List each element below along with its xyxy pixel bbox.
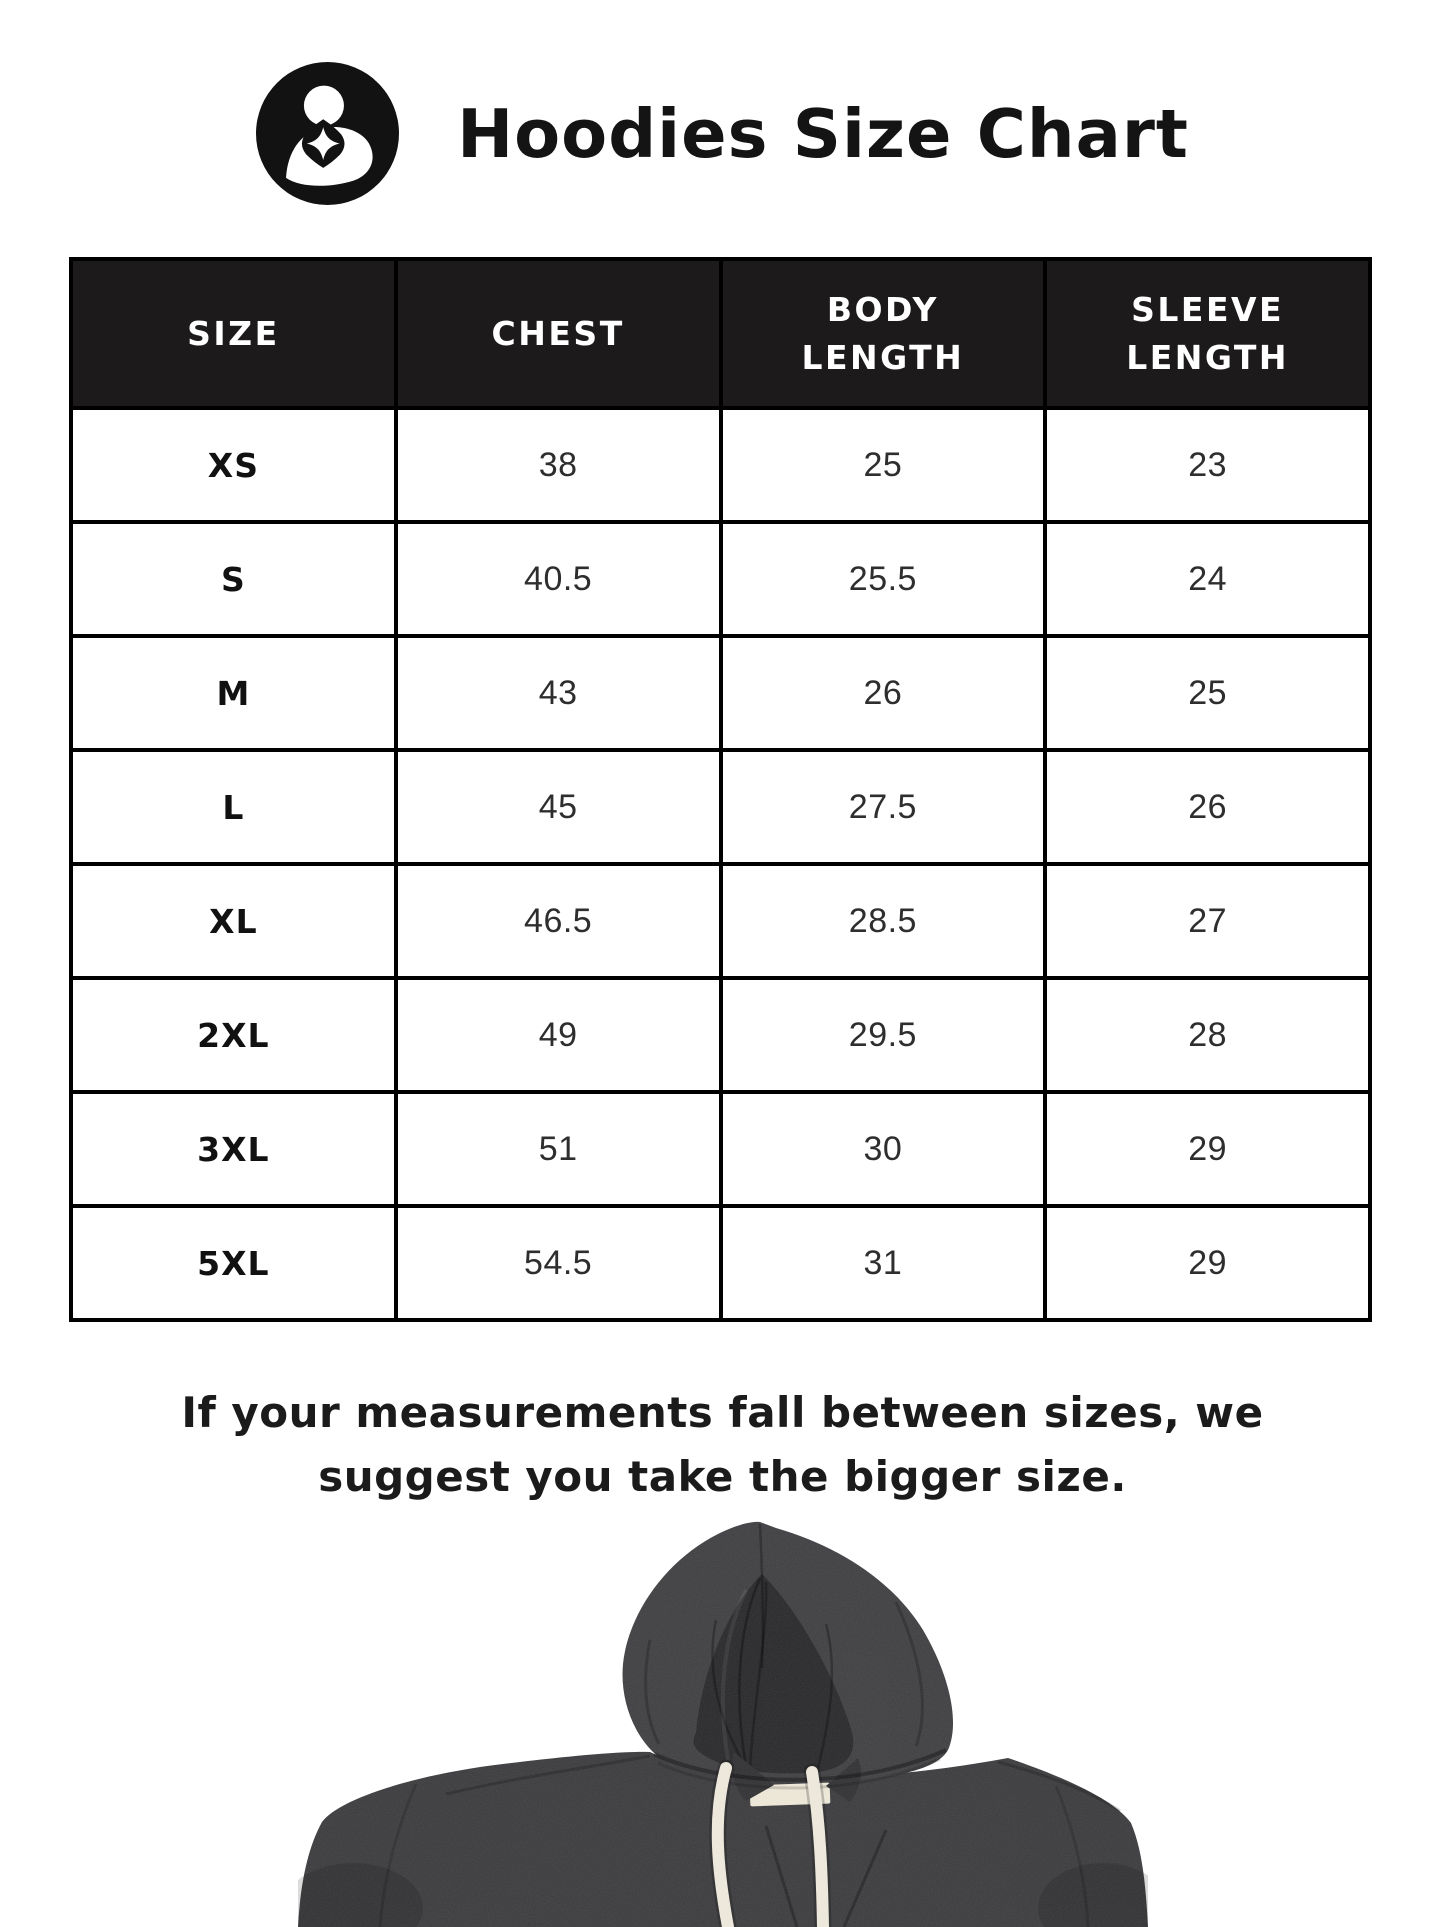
- size-label: S: [71, 522, 396, 636]
- header-cell-body-length: BODY LENGTH: [721, 259, 1046, 408]
- table-row: [71, 408, 1370, 522]
- body-length-value: 29.5: [721, 978, 1046, 1092]
- size-label: L: [71, 750, 396, 864]
- sizing-note-line1: If your measurements fall between sizes, we: [181, 1388, 1264, 1437]
- body-length-value: 28.5: [721, 864, 1046, 978]
- body-length-value: 27.5: [721, 750, 1046, 864]
- sleeve-length-value: 26: [1045, 750, 1370, 864]
- size-label: 3XL: [71, 1092, 396, 1206]
- brand-logo-icon: [256, 62, 399, 205]
- body-length-value: 30: [721, 1092, 1046, 1206]
- table-row: [71, 636, 1370, 750]
- table-row: [71, 522, 1370, 636]
- chest-value: 51: [396, 1092, 721, 1206]
- sleeve-length-value: 24: [1045, 522, 1370, 636]
- sleeve-length-value: 27: [1045, 864, 1370, 978]
- chest-value: 43: [396, 636, 721, 750]
- hoodie-product-image: [298, 1518, 1148, 1927]
- size-label: XS: [71, 408, 396, 522]
- sleeve-length-value: 23: [1045, 408, 1370, 522]
- table-row: [71, 750, 1370, 864]
- size-label: 5XL: [71, 1206, 396, 1320]
- chest-value: 54.5: [396, 1206, 721, 1320]
- body-length-value: 25.5: [721, 522, 1046, 636]
- header-cell-sleeve-length: SLEEVE LENGTH: [1045, 259, 1370, 408]
- chest-value: 46.5: [396, 864, 721, 978]
- sleeve-length-value: 28: [1045, 978, 1370, 1092]
- page-header: [0, 62, 1445, 205]
- sleeve-length-value: 25: [1045, 636, 1370, 750]
- table-row: [71, 978, 1370, 1092]
- size-chart-table: [69, 257, 1372, 1322]
- chest-value: 45: [396, 750, 721, 864]
- chest-value: 40.5: [396, 522, 721, 636]
- hoodie-illustration: [298, 1518, 1148, 1927]
- table-header-row: [71, 259, 1370, 408]
- body-length-value: 31: [721, 1206, 1046, 1320]
- chest-value: 49: [396, 978, 721, 1092]
- size-label: XL: [71, 864, 396, 978]
- header-cell-size: SIZE: [71, 259, 396, 408]
- sizing-note-line2: suggest you take the bigger size.: [318, 1451, 1127, 1501]
- sleeve-length-value: 29: [1045, 1092, 1370, 1206]
- size-label: 2XL: [71, 978, 396, 1092]
- table-body: [71, 408, 1370, 1320]
- sizing-note: [0, 1381, 1445, 1509]
- header-cell-chest: CHEST: [396, 259, 721, 408]
- page-title: Hoodies Size Chart: [457, 94, 1189, 173]
- table-row: [71, 1206, 1370, 1320]
- table-row: [71, 1092, 1370, 1206]
- body-length-value: 25: [721, 408, 1046, 522]
- sleeve-length-value: 29: [1045, 1206, 1370, 1320]
- table-header: [71, 259, 1370, 408]
- size-label: M: [71, 636, 396, 750]
- body-length-value: 26: [721, 636, 1046, 750]
- table-row: [71, 864, 1370, 978]
- chest-value: 38: [396, 408, 721, 522]
